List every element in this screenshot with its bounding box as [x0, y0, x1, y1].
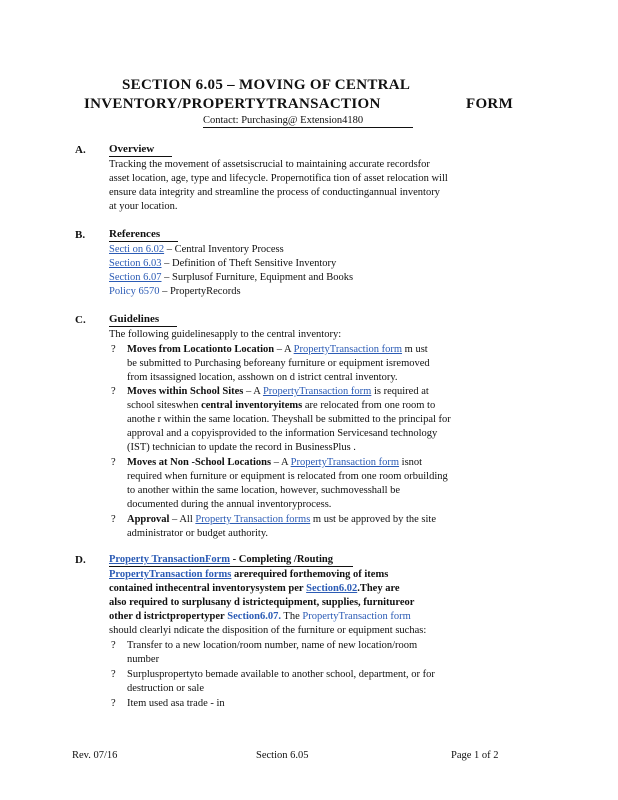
guideline-1-title: Moves from Locationto Location [127, 344, 275, 355]
section-d-letter: D. [75, 554, 86, 566]
disposition-item-1-line-2: number [127, 654, 160, 665]
overview-line-3: ensure data integrity and streamline the process of conductingannual inventory [109, 187, 440, 198]
guideline-1-line-1 [127, 343, 428, 356]
property-transaction-form-link[interactable]: PropertyTransaction form [293, 344, 403, 355]
guideline-3-after: isnot [401, 457, 423, 468]
property-transaction-form-link[interactable]: PropertyTransaction form [302, 611, 411, 622]
section-d-heading [109, 553, 353, 567]
section-6-02-link[interactable]: Section6.02 [306, 583, 358, 594]
property-transaction-form-heading-link[interactable]: Property TransactionForm [109, 554, 231, 565]
reference-text: – Definition of Theft Sensitive Inventory [164, 258, 337, 269]
reference-text: – PropertyRecords [162, 286, 241, 297]
guideline-2-line-2-bold: central inventoryitems [201, 400, 303, 411]
guideline-1-line-2: be submitted to Purchasing beforeany furniture or equipment isremoved [127, 358, 430, 369]
section-d-line-2 [109, 582, 400, 595]
disposition-item-3-line-1: Item used asa trade - in [127, 698, 225, 709]
section-c-heading: Guidelines [109, 313, 177, 327]
section-6-03-link[interactable]: Section 6.03 [109, 258, 162, 269]
title-line-2-form: FORM [466, 96, 514, 112]
section-6-07-link[interactable]: Section6.07. [227, 611, 281, 622]
property-transaction-forms-link[interactable]: PropertyTransaction forms [109, 569, 232, 580]
guideline-2-title: Moves within School Sites [127, 386, 244, 397]
section-d-line-1-bold: arerequired forthemoving of items [234, 569, 389, 580]
section-d-line-3: also required to surplusany d istrictequipment, supplies, furnitureor [109, 597, 415, 608]
overview-line-4: at your location. [109, 201, 178, 212]
guideline-3-line-4: documented during the annual inventoryprocess. [127, 499, 332, 510]
footer-revision: Rev. 07/16 [72, 750, 118, 761]
guideline-2-dash: – A [246, 386, 261, 397]
section-c-letter: C. [75, 314, 86, 326]
guideline-4-dash: – All [172, 514, 193, 525]
disposition-item-2-line-2: destruction or sale [127, 683, 204, 694]
bullet-glyph: ? [111, 698, 116, 709]
guideline-3-dash: – A [273, 457, 289, 468]
disposition-item-2-line-1: Surpluspropertyto bemade available to another school, department, or for [127, 669, 435, 680]
policy-6570-link[interactable]: Policy 6570 [109, 286, 160, 297]
guideline-3-title: Moves at Non -School Locations [127, 457, 272, 468]
section-d-heading-rest: - Completing /Routing [232, 554, 333, 565]
guideline-2-line-2 [127, 399, 435, 412]
guideline-2-line-2-pre: school siteswhen [127, 400, 199, 411]
overview-line-1: Tracking the movement of assetsiscrucial to maintaining accurate recordsfor [109, 159, 430, 170]
guideline-2-line-3: anothe r within the same location. Theyshall be submitted to the principal for [127, 414, 451, 425]
guideline-3-line-3: to another within the same location, however, suchmovesshall be [127, 485, 401, 496]
guideline-4-line-2: administrator or budget authority. [127, 528, 269, 539]
guideline-3-line-2: required when furniture or equipment is relocated from one room orbuilding [127, 471, 448, 482]
guideline-2-line-2-post: are relocated from one room to [304, 400, 436, 411]
reference-text: – Surplusof Furniture, Equipment and Books [164, 272, 354, 283]
section-d-line-4 [109, 610, 411, 623]
bullet-glyph: ? [111, 344, 116, 355]
guidelines-intro: The following guidelinesapply to the central inventory: [109, 329, 342, 340]
guideline-4-title: Approval [127, 514, 170, 525]
section-6-02-link[interactable]: Secti on 6.02 [109, 244, 165, 255]
property-transaction-form-link[interactable]: PropertyTransaction form [290, 457, 400, 468]
section-a-letter: A. [75, 144, 86, 156]
guideline-1-after: m ust [404, 344, 428, 355]
reference-item [109, 243, 284, 256]
section-d-line-2-bold-end: .They are [357, 583, 400, 594]
bullet-glyph: ? [111, 669, 116, 680]
guideline-2-line-5: (IST) technician to update the record in BusinessPlus . [127, 442, 356, 453]
bullet-glyph: ? [111, 457, 116, 468]
section-d-line-2-bold: contained inthecentral inventorysystem per [109, 583, 304, 594]
section-6-07-link[interactable]: Section 6.07 [109, 272, 162, 283]
disposition-item-1-line-1: Transfer to a new location/room number, name of new location/room [127, 640, 418, 651]
contact-line: Contact: Purchasing@ Extension4180 [203, 114, 413, 128]
footer-page-number: Page 1 of 2 [451, 750, 499, 761]
section-b-letter: B. [75, 229, 86, 241]
guideline-4-line-1 [127, 513, 436, 526]
guideline-1-dash: – A [276, 344, 292, 355]
bullet-glyph: ? [111, 640, 116, 651]
title-line-2: INVENTORY/PROPERTYTRANSACTION [84, 96, 381, 112]
section-a-heading: Overview [109, 143, 172, 157]
guideline-3-line-1 [127, 456, 422, 469]
property-transaction-forms-link[interactable]: Property Transaction forms [195, 514, 311, 525]
reference-item [109, 285, 241, 298]
guideline-2-line-4: approval and a copyisprovided to the information Servicesand technology [127, 428, 438, 439]
section-d-line-1 [109, 568, 388, 581]
guideline-2-line-1 [127, 385, 429, 398]
footer-section: Section 6.05 [256, 750, 309, 761]
bullet-glyph: ? [111, 514, 116, 525]
reference-item [109, 257, 336, 270]
overview-line-2: asset location, age, type and lifecycle. Propernotifica tion of asset relocation will [109, 173, 448, 184]
reference-item [109, 271, 353, 284]
title-line-1: SECTION 6.05 – MOVING OF CENTRAL [122, 77, 411, 93]
guideline-4-after: m ust be approved by the site [312, 514, 436, 525]
section-d-line-4-mid: The [283, 611, 300, 622]
guideline-2-after: is required at [373, 386, 429, 397]
guideline-1-line-3: from itsassigned location, asshown on d istrict central inventory. [127, 372, 398, 383]
property-transaction-form-link[interactable]: PropertyTransaction form [262, 386, 372, 397]
section-b-heading: References [109, 228, 178, 242]
bullet-glyph: ? [111, 386, 116, 397]
section-d-line-5: should clearlyi ndicate the disposition of the furniture or equipment suchas: [109, 625, 427, 636]
reference-text: – Central Inventory Process [166, 244, 284, 255]
section-d-line-4-bold: other d istrictpropertyper [109, 611, 225, 622]
